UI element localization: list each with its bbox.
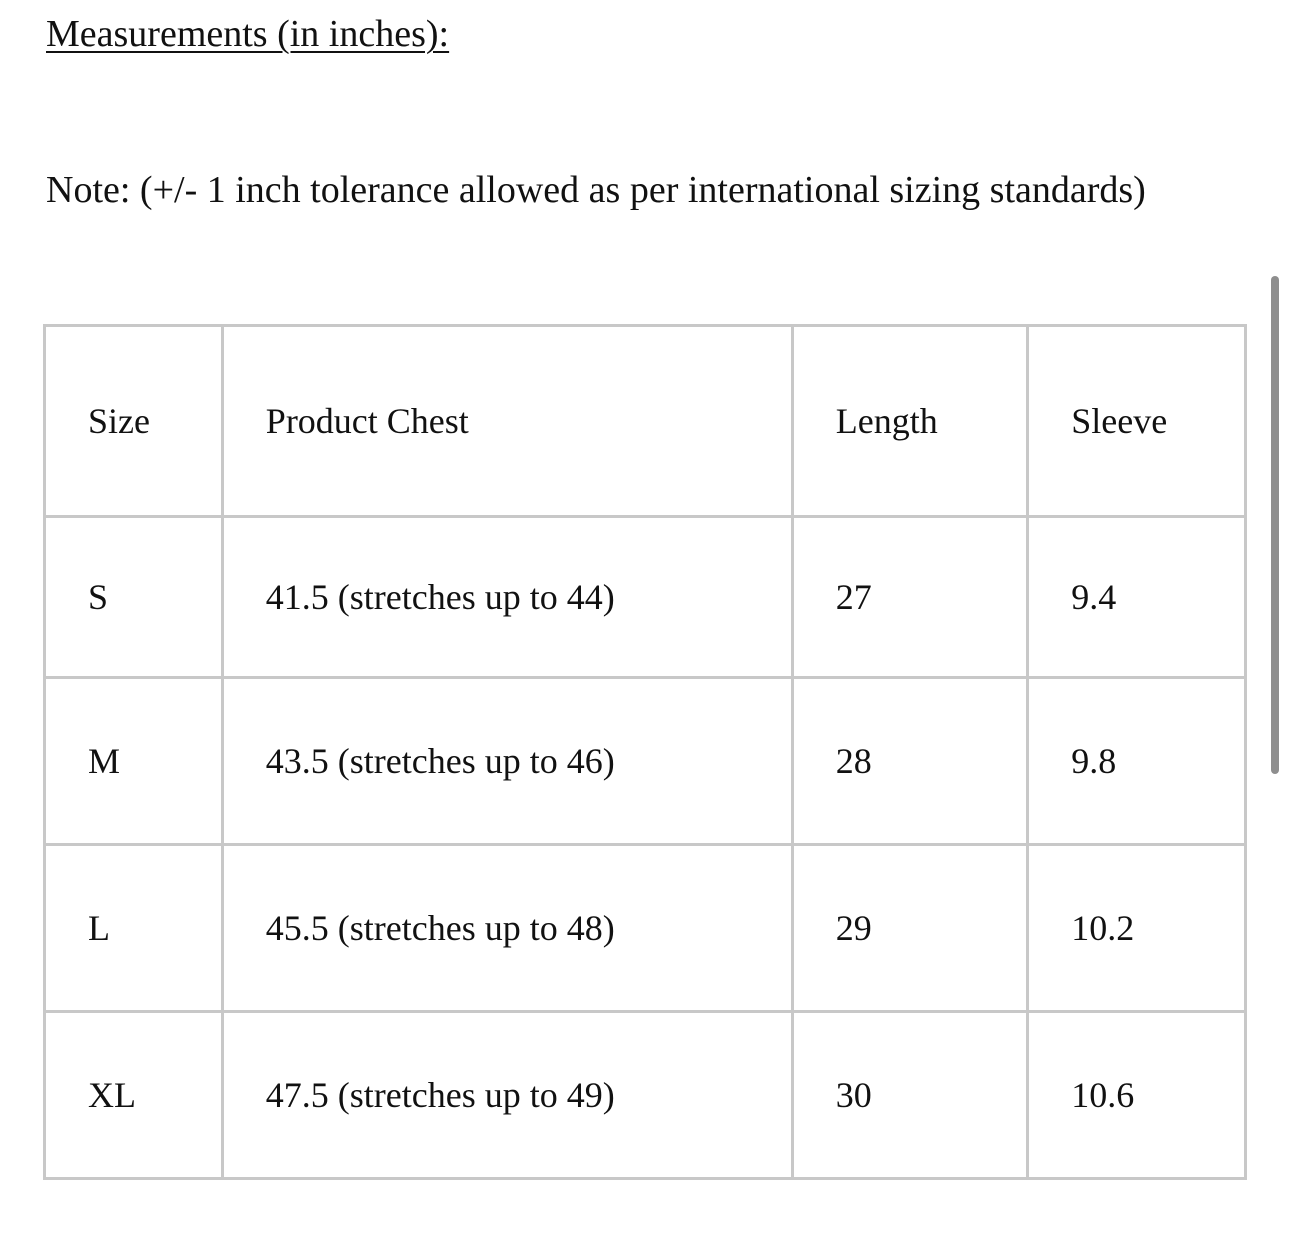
- table-row: [45, 845, 1246, 1012]
- cell-size: L: [45, 845, 223, 1012]
- header-length: Length: [792, 326, 1027, 517]
- cell-length: 29: [792, 845, 1027, 1012]
- cell-sleeve: 10.2: [1028, 845, 1246, 1012]
- measurements-heading: Measurements (in inches):: [46, 13, 450, 55]
- cell-size: S: [45, 517, 223, 678]
- cell-size: M: [45, 678, 223, 845]
- cell-product-chest: 47.5 (stretches up to 49): [222, 1012, 792, 1179]
- cell-product-chest: 45.5 (stretches up to 48): [222, 845, 792, 1012]
- cell-length: 30: [792, 1012, 1027, 1179]
- cell-length: 28: [792, 678, 1027, 845]
- table-header-row: [45, 326, 1246, 517]
- vertical-scrollbar[interactable]: [1271, 276, 1279, 774]
- table-row: [45, 517, 1246, 678]
- cell-sleeve: 9.4: [1028, 517, 1246, 678]
- size-chart-table: [43, 324, 1247, 1180]
- cell-product-chest: 43.5 (stretches up to 46): [222, 678, 792, 845]
- header-sleeve: Sleeve: [1028, 326, 1246, 517]
- header-size: Size: [45, 326, 223, 517]
- cell-size: XL: [45, 1012, 223, 1179]
- cell-sleeve: 10.6: [1028, 1012, 1246, 1179]
- tolerance-note: Note: (+/- 1 inch tolerance allowed as per international sizing standards): [46, 169, 1146, 211]
- header-product-chest: Product Chest: [222, 326, 792, 517]
- cell-product-chest: 41.5 (stretches up to 44): [222, 517, 792, 678]
- cell-length: 27: [792, 517, 1027, 678]
- table-row: [45, 1012, 1246, 1179]
- table-row: [45, 678, 1246, 845]
- cell-sleeve: 9.8: [1028, 678, 1246, 845]
